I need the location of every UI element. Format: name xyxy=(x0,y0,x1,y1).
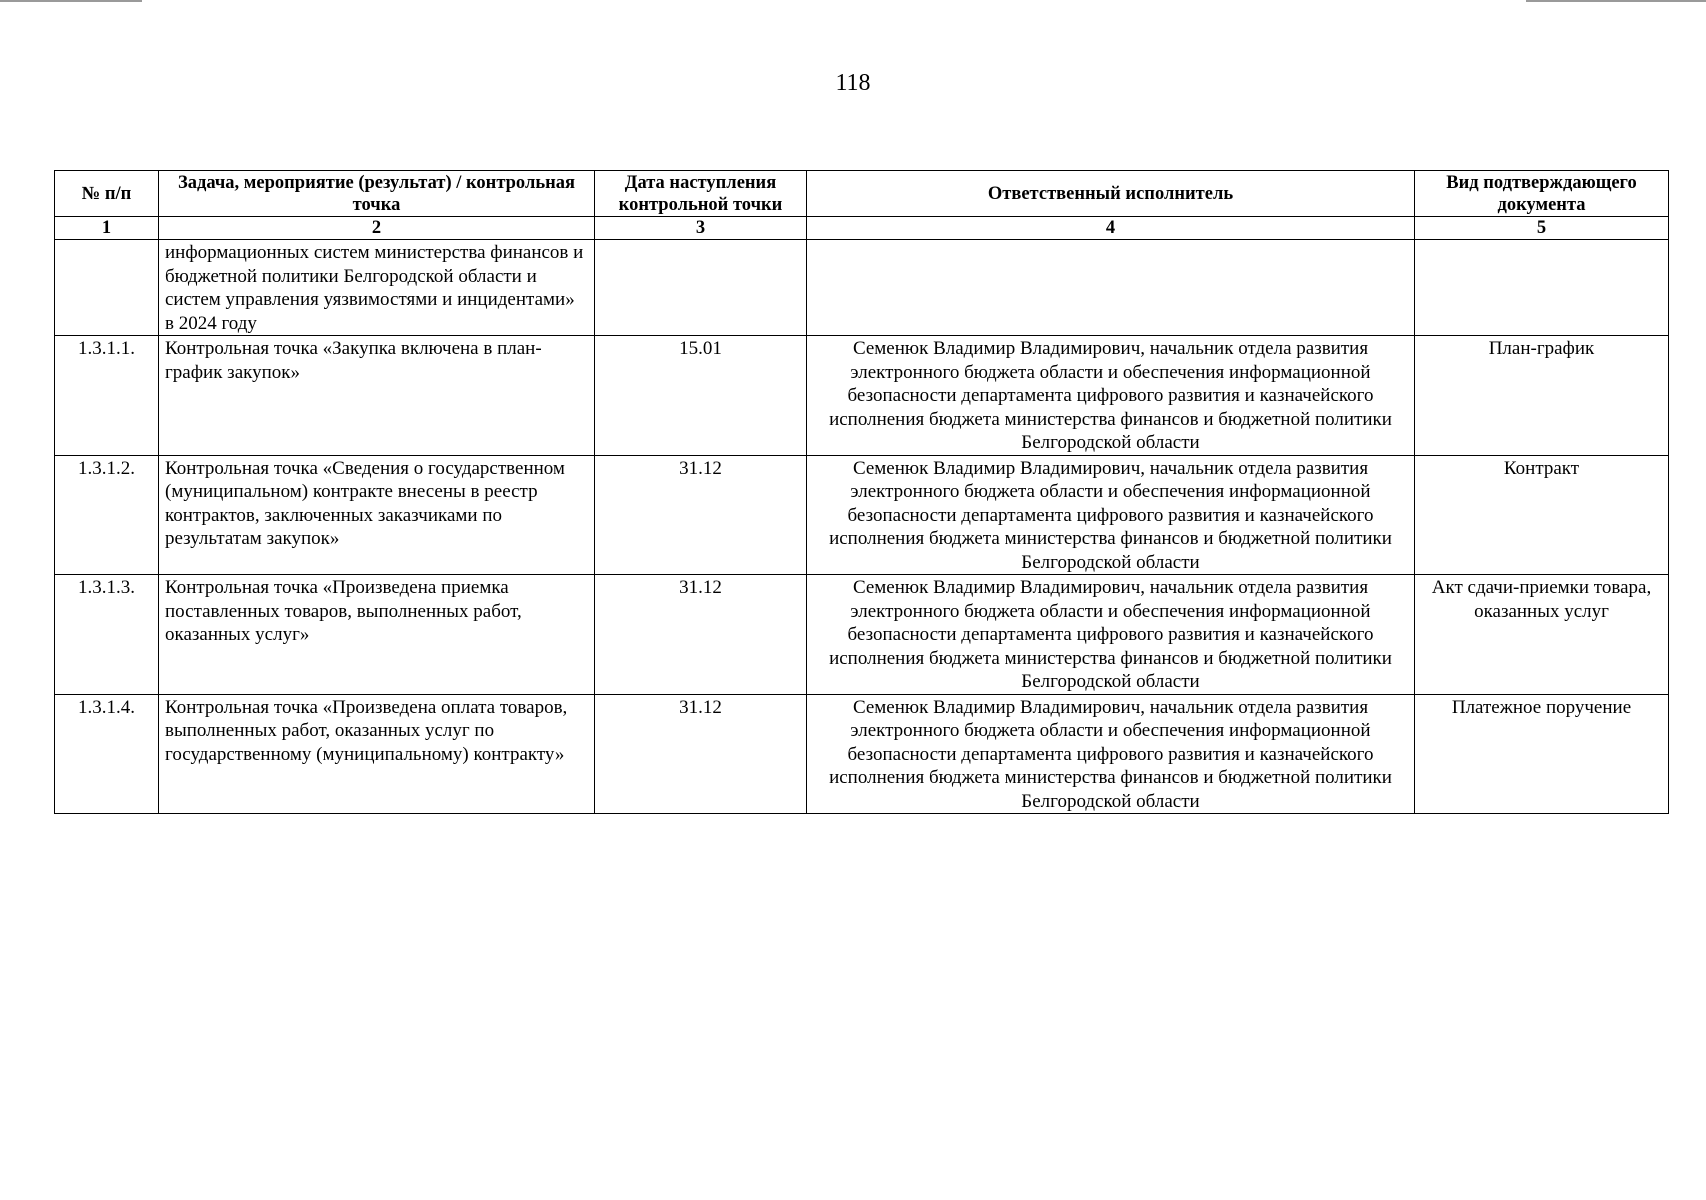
cell-task: Контрольная точка «Произведена оплата товаров, выполненных работ, оказанных услуг по государственному (муниципальному) контракту» xyxy=(159,694,595,814)
scan-edge-mark-left xyxy=(0,0,142,2)
column-number: 5 xyxy=(1415,217,1669,240)
header-responsible: Ответственный исполнитель xyxy=(807,171,1415,217)
table-header-row xyxy=(55,171,1669,217)
header-date: Дата наступления контрольной точки xyxy=(595,171,807,217)
cell-responsible: Семенюк Владимир Владимирович, начальник отдела развития электронного бюджета области и обеспечения информационной безопасности департамента цифрового развития и казначейского исполнения бюджета министерства финансов и бюджетной политики Белгородской области xyxy=(807,455,1415,575)
cell-task: информационных систем министерства финансов и бюджетной политики Белгородской области и систем управления уязвимостями и инцидентами» в 2024 году xyxy=(159,240,595,336)
page-number: 118 xyxy=(835,70,871,96)
scan-edge-mark-right xyxy=(1526,0,1706,2)
cell-number xyxy=(55,240,159,336)
cell-date: 15.01 xyxy=(595,336,807,456)
cell-document: План-график xyxy=(1415,336,1669,456)
cell-number: 1.3.1.3. xyxy=(55,575,159,695)
table-row xyxy=(55,336,1669,456)
cell-responsible xyxy=(807,240,1415,336)
table-row xyxy=(55,575,1669,695)
column-number: 1 xyxy=(55,217,159,240)
cell-task: Контрольная точка «Закупка включена в план-график закупок» xyxy=(159,336,595,456)
cell-responsible: Семенюк Владимир Владимирович, начальник отдела развития электронного бюджета области и обеспечения информационной безопасности департамента цифрового развития и казначейского исполнения бюджета министерства финансов и бюджетной политики Белгородской области xyxy=(807,575,1415,695)
column-number: 3 xyxy=(595,217,807,240)
cell-number: 1.3.1.1. xyxy=(55,336,159,456)
cell-document xyxy=(1415,240,1669,336)
column-number-row xyxy=(55,217,1669,240)
cell-document: Акт сдачи-приемки товара, оказанных услуг xyxy=(1415,575,1669,695)
cell-task: Контрольная точка «Произведена приемка поставленных товаров, выполненных работ, оказанных услуг» xyxy=(159,575,595,695)
cell-task: Контрольная точка «Сведения о государственном (муниципальном) контракте внесены в реестр контрактов, заключенных заказчиками по результатам закупок» xyxy=(159,455,595,575)
table-row xyxy=(55,694,1669,814)
column-number: 4 xyxy=(807,217,1415,240)
cell-number: 1.3.1.4. xyxy=(55,694,159,814)
header-number: № п/п xyxy=(55,171,159,217)
table-row xyxy=(55,455,1669,575)
cell-responsible: Семенюк Владимир Владимирович, начальник отдела развития электронного бюджета области и обеспечения информационной безопасности департамента цифрового развития и казначейского исполнения бюджета министерства финансов и бюджетной политики Белгородской области xyxy=(807,336,1415,456)
cell-responsible: Семенюк Владимир Владимирович, начальник отдела развития электронного бюджета области и обеспечения информационной безопасности департамента цифрового развития и казначейского исполнения бюджета министерства финансов и бюджетной политики Белгородской области xyxy=(807,694,1415,814)
cell-document: Платежное поручение xyxy=(1415,694,1669,814)
cell-date: 31.12 xyxy=(595,455,807,575)
header-document: Вид подтверждающего документа xyxy=(1415,171,1669,217)
cell-date xyxy=(595,240,807,336)
header-task: Задача, мероприятие (результат) / контрольная точка xyxy=(159,171,595,217)
cell-date: 31.12 xyxy=(595,575,807,695)
cell-number: 1.3.1.2. xyxy=(55,455,159,575)
control-points-table xyxy=(54,170,1669,814)
column-number: 2 xyxy=(159,217,595,240)
table-row-continuation xyxy=(55,240,1669,336)
cell-document: Контракт xyxy=(1415,455,1669,575)
cell-date: 31.12 xyxy=(595,694,807,814)
